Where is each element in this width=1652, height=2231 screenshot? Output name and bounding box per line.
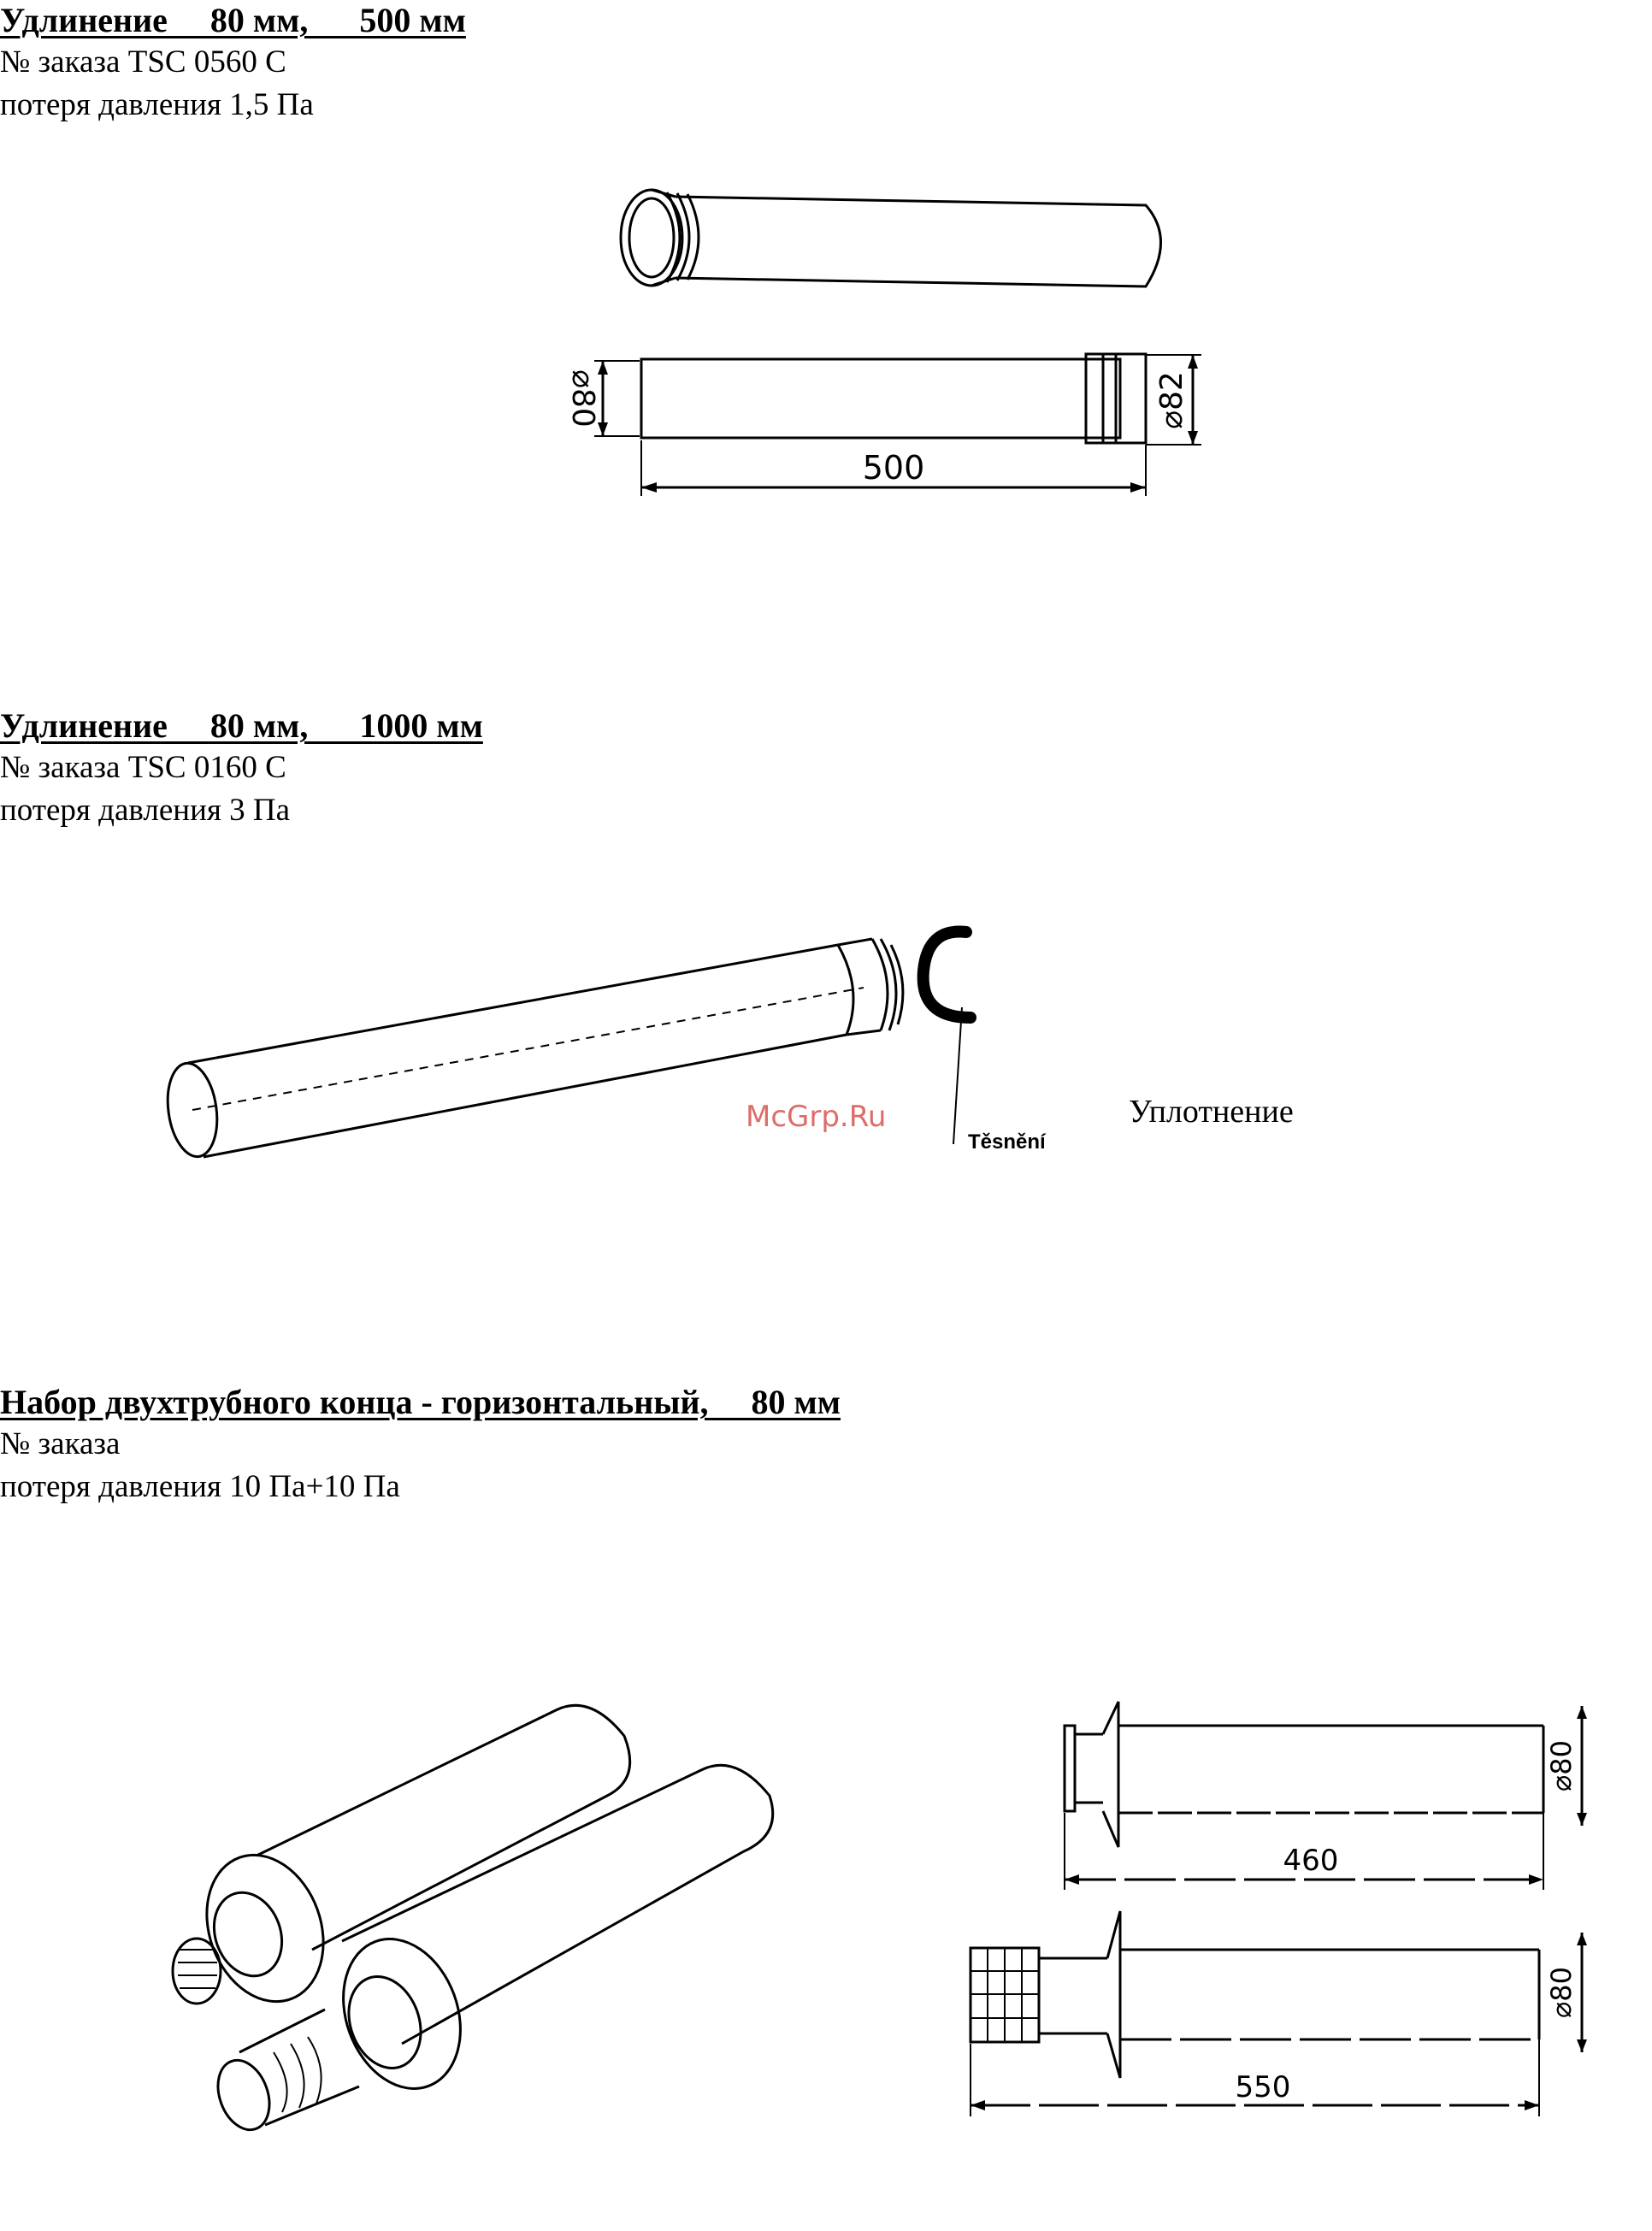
- section-twin-pipe-terminal: [0, 1382, 841, 1508]
- length-500-label: 500: [862, 449, 925, 487]
- seal-label-russian: Уплотнение: [1129, 1094, 1294, 1130]
- section-title: Удлинение 80 мм, 500 мм: [0, 1, 466, 39]
- pressure-loss-value: 1,5 Па: [229, 87, 314, 122]
- section-extension-1000: [0, 705, 483, 832]
- diameter-80-label: ⌀80: [565, 369, 600, 428]
- length-460-label: 460: [1283, 1844, 1339, 1878]
- pressure-loss-label: потеря давления: [0, 87, 221, 122]
- length-550-label: 550: [1235, 2070, 1291, 2104]
- order-number-line: [0, 41, 466, 84]
- section-title: Удлинение 80 мм, 1000 мм: [0, 706, 483, 745]
- pressure-loss-line: [0, 789, 483, 832]
- diameter-80-top-label: ⌀80: [1545, 1740, 1578, 1791]
- seal-label-czech: Těsnění: [968, 1130, 1046, 1154]
- section-extension-500: [0, 0, 466, 127]
- order-number-label: № заказа: [0, 44, 121, 80]
- watermark: McGrp.Ru: [746, 1100, 887, 1134]
- order-number-value: TSC 0560 C: [127, 44, 286, 80]
- pressure-loss-line: [0, 84, 466, 127]
- pressure-loss-label: потеря давления: [0, 1469, 221, 1504]
- pressure-loss-line: [0, 1466, 841, 1508]
- diameter-82-label: ⌀82: [1154, 371, 1189, 429]
- order-number-label: № заказа: [0, 750, 121, 785]
- pressure-loss-value: 10 Па+10 Па: [229, 1469, 400, 1504]
- order-number-label: № заказа: [0, 1426, 121, 1461]
- twin-pipe-dimension-drawing: [949, 1676, 1625, 2146]
- twin-pipe-perspective-drawing: [145, 1685, 795, 2129]
- pressure-loss-label: потеря давления: [0, 793, 221, 828]
- order-number-value: TSC 0160 C: [127, 750, 286, 785]
- pipe-500-dimension-drawing: [556, 342, 1223, 539]
- pressure-loss-value: 3 Па: [229, 793, 291, 828]
- pipe-500-perspective-drawing: [599, 171, 1197, 308]
- order-number-line: [0, 1423, 841, 1466]
- order-number-line: [0, 747, 483, 789]
- diameter-80-bottom-label: ⌀80: [1545, 1967, 1578, 2018]
- section-title: Набор двухтрубного конца - горизонтальный, 80 мм: [0, 1383, 841, 1421]
